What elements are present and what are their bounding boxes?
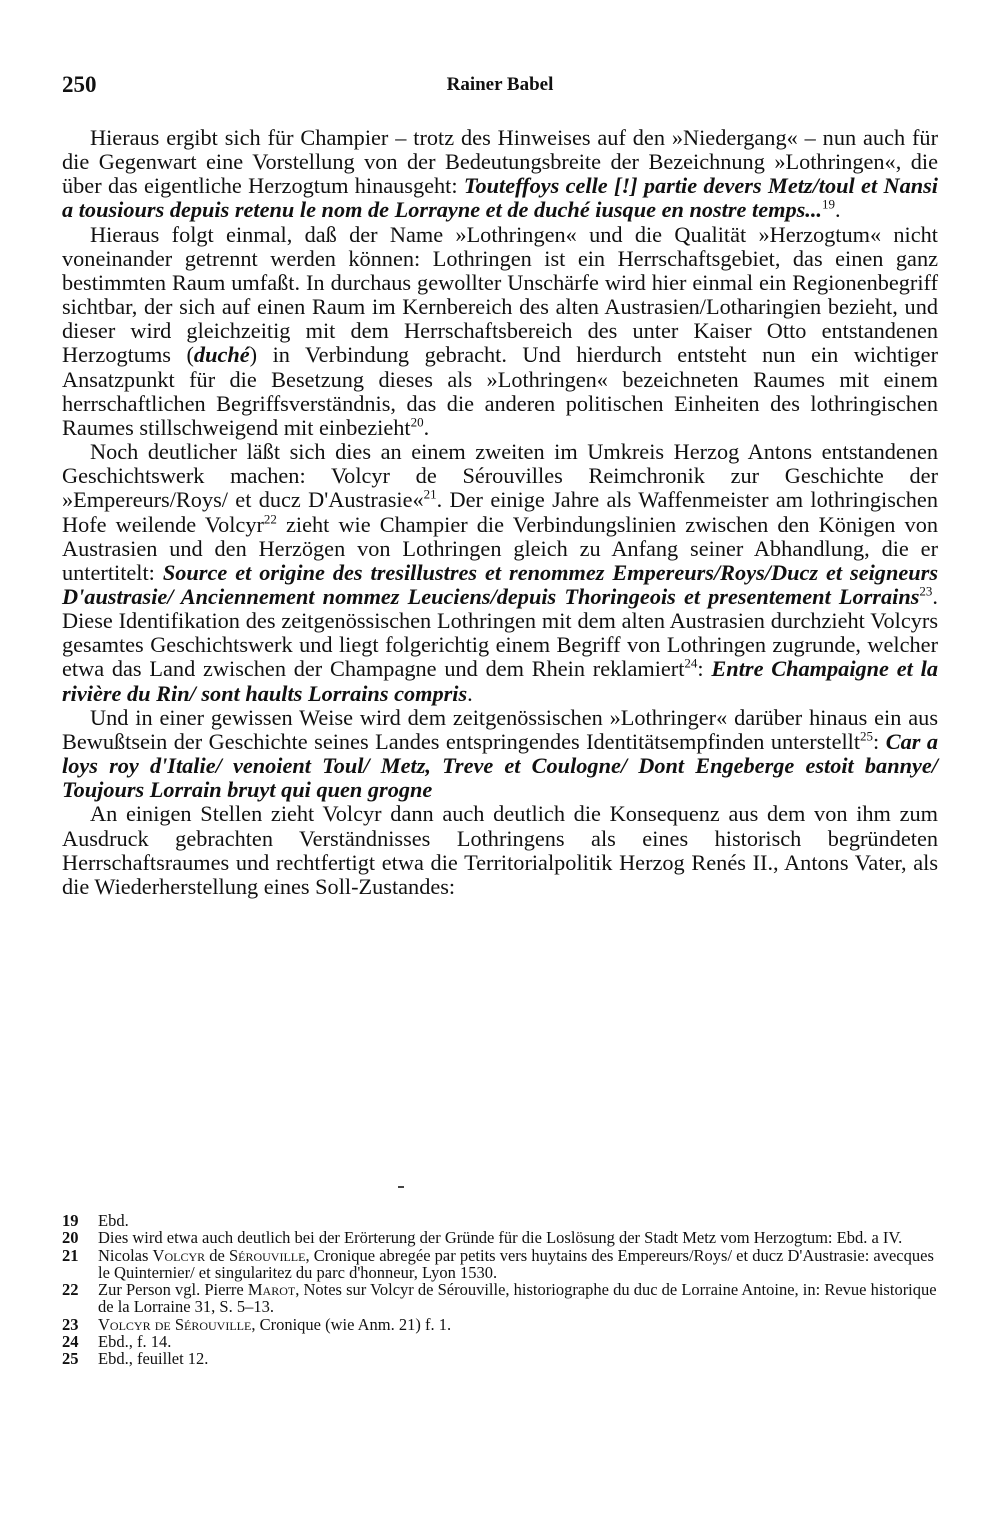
footnote-author-surname: Marot [247,1280,296,1300]
running-head: Rainer Babel [446,74,554,95]
footnote-24 [62,1333,938,1350]
footnote-author-surname: Volcyr [152,1245,206,1265]
footnote-citation: , Cronique (wie Anm. 21) f. 1. [251,1314,452,1334]
paragraph-4-quote: Car a loys roy d'Italie/ venoient Toul/ Metz, Treve et Coulogne/ Dont Engeberge estoit bannye/ Toujours Lorrain bruyt qui quen grogne [62,728,938,803]
paragraph-1 [62,126,938,223]
footnote-text: Ebd., f. 14. [98,1332,172,1352]
footnote-author-place: Sérouville [228,1245,306,1265]
footnote-number: 21 [62,1245,79,1265]
footnote-author-particle: de [205,1245,229,1265]
footnote-ref-22: 22 [263,511,277,527]
paragraph-3-text-e: : [697,656,712,682]
paragraph-1-text: Hieraus ergibt sich für Champier – trotz des Hinweises auf den »Niedergang« – nun auch für die Gegenwart eine Vorstellung von der Bedeutungsbreite der Bezeichnung »Lothringen«, die über das eigentliche Herzogtum hinausgeht: [62,125,938,199]
footnote-citation: , Cronique abregée par petits vers huytains des Empereurs/Roys/ et ducz D'Austrasie: avecques le Quinternier/ et singularitez du parc d'honneur, Lyon 1530. [98,1245,934,1282]
paragraph-2-text-a: Hieraus folgt einmal, daß der Name »Lothringen« und die Qualität »Herzogtum« nicht voneinander getrennt werden können: Lothringen ist ein Herrschaftsgebiet, das einen ganz bestimmten Raum umfaßt. In durchaus gewollter Unschärfe wird hier einmal ein Regionenbegriff sichtbar, der sich auf einen Raum im Kernbereich des alten Austrasien/Lotharingien bezieht, und dieser wird gleichzeitig mit dem Herrschaftsbereich des unter Kaiser Otto entstandenen Herzogtums ( [62,221,938,368]
page-number: 250 [62,72,97,97]
main-text [62,126,938,899]
paragraph-1-quote: Touteffoys celle [!] partie devers Metz/toul et Nansi a tousiours depuis retenu le nom de Lorrayne et de duché iusque en nostre temps... [62,173,938,223]
footnote-ref-19: 19 [822,197,835,213]
paragraph-4-text-a: Und in einer gewissen Weise wird dem zeitgenössischen »Lothringer« darüber hinaus ein aus Bewußtsein der Geschichte seines Landes entspringendes Identitätsempfinden unterstellt [62,704,938,754]
footnote-21 [62,1247,938,1282]
paragraph-2-text-b: ) in Verbindung gebracht. Und hierdurch entsteht nun ein wichtiger Ansatzpunkt für die Besetzung dieses als »Lothringen« bezeichneten Raumes mit einem herrschaftlichen Begriffsverständnis, das die anderen politischen Einheiten des lothringischen Raumes stillschweigend mit einbezieht [62,342,939,440]
footnote-text: Ebd. [98,1211,129,1230]
footnotes [62,1212,938,1368]
paragraph-1-end: . [835,197,841,223]
footnote-number: 20 [62,1228,79,1248]
footnote-25 [62,1350,938,1367]
footnote-19 [62,1212,938,1229]
footnote-number: 19 [62,1211,79,1230]
footnote-author-surname: Volcyr de Sérouville [98,1314,252,1334]
paragraph-3-end: . [467,680,473,706]
paragraph-4-text-b: : [873,728,886,754]
paragraph-3-quote-1: Source et origine des tresillustres et renommez Empereurs/Roys/Ducz et seigneurs D'austrasie/ Anciennement nommez Leuciens/depuis Thoringeois et presentement Lorrains [62,559,938,609]
footnote-text [98,1316,938,1333]
footnote-23 [62,1316,938,1333]
paragraph-2-italic: duché [193,342,250,368]
footnote-number: 24 [62,1332,79,1352]
footnote-text [98,1247,938,1282]
footnote-22 [62,1281,938,1316]
footnote-number: 25 [62,1349,79,1369]
footnote-20 [62,1229,938,1246]
paragraph-3 [62,440,938,706]
paragraph-5-text: An einigen Stellen zieht Volcyr dann auch deutlich die Konsequenz aus dem von ihm zum Ausdruck gebrachten Verständnisses Lothringens als eines historisch begründeten Herrschaftsraumes und rechtfertigt etwa die Territorialpolitik Herzog Renés II., Antons Vater, als die Wiederherstellung eines Soll-Zustandes: [62,801,938,899]
footnote-ref-20: 20 [410,414,424,430]
paragraph-3-quote-2: Entre Champaigne et la rivière du Rin/ sont haults Lorrains compris [62,656,938,706]
footnote-text: Ebd., feuillet 12. [98,1349,209,1369]
footnote-number: 23 [62,1314,79,1334]
footnote-text [98,1281,938,1316]
paragraph-4 [62,706,938,803]
paragraph-3-text-c: zieht wie Champier die Verbindungslinien zwischen den Königen von Austrasien und den Herzögen von Lothringen gleich zu Anfang seiner Abhandlung, die er untertitelt: [62,511,938,585]
paragraph-3-text-d: . Diese Identifikation des zeitgenössischen Lothringen mit dem alten Austrasien durchzieht Volcyrs gesamtes Geschichtswerk und liegt folgerichtig einem Begriff von Lothringen zugrunde, welcher etwa das Land zwischen der Champagne und dem Rhein reklamiert [62,583,938,682]
paragraph-5 [62,802,938,899]
footnote-ref-24: 24 [684,656,698,672]
footnote-ref-21: 21 [423,486,437,502]
footnote-citation: , Notes sur Volcyr de Sérouville, historiographe du duc de Lorraine Antoine, in: Revue historique de la Lorraine 31, S. 5–13. [98,1280,937,1317]
paragraph-3-text-a: Noch deutlicher läßt sich dies an einem zweiten im Umkreis Herzog Antons entstandenen Geschichtswerk machen: Volcyr de Sérouvilles Reimchronik zur Geschichte der »Empereurs/Roys/ et ducz D'Austrasie« [62,439,938,513]
paragraph-3-text-b: . Der einige Jahre als Waffenmeister am lothringischen Hofe weilende Volcyr [62,487,938,537]
paragraph-2-end: . [423,414,430,440]
footnote-ref-23: 23 [919,583,933,599]
footnote-separator [398,1186,404,1188]
footnote-lead: Zur Person vgl. Pierre [98,1280,248,1300]
footnote-text: Dies wird etwa auch deutlich bei der Erörterung der Gründe für die Loslösung der Stadt Metz vom Herzogtum: Ebd. a IV. [98,1228,903,1248]
footnote-author-first: Nicolas [98,1245,153,1265]
paragraph-2 [62,223,938,440]
footnote-ref-25: 25 [860,728,874,744]
footnote-number: 22 [62,1280,79,1300]
